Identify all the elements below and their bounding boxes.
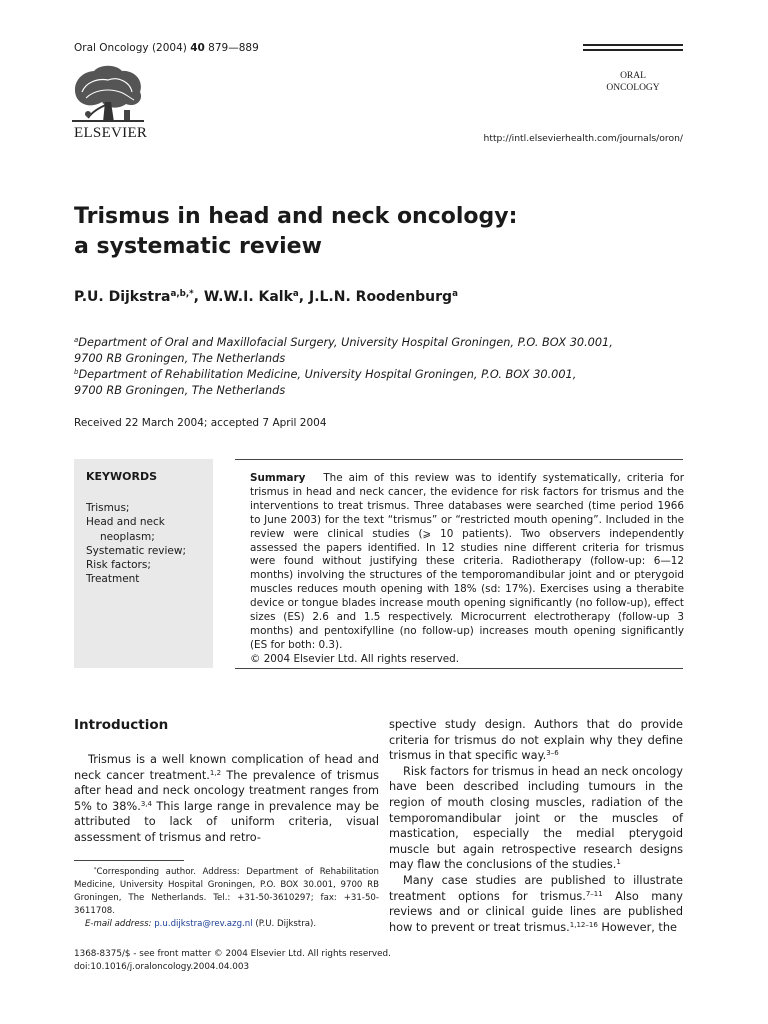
title-line-1: Trismus in head and neck oncology: [74,204,518,229]
masthead-line-1: ORAL [620,71,646,81]
citation-ref: 1,2 [209,768,222,777]
citation-ref: 3–6 [546,749,559,758]
paragraph-text: However, the [597,920,677,934]
article-title [74,202,517,262]
journal-name: Oral Oncology (2004) [74,42,191,54]
keywords-list [86,501,186,587]
keyword-item: Risk factors; [86,559,151,572]
summary-top-rule [235,459,683,460]
email-link[interactable]: p.u.dijkstra@rev.azg.nl [154,919,253,929]
abstract-summary [250,472,684,667]
author-superscript: a,b,* [170,289,194,300]
keywords-box [74,459,213,668]
masthead-rules [583,44,683,54]
journal-masthead [583,70,683,94]
affiliation-line: 9700 RB Groningen, The Netherlands [74,384,286,397]
publisher-name: ELSEVIER [74,125,148,141]
author-name: J.L.N. Roodenburg [308,289,453,305]
summary-copyright: © 2004 Elsevier Ltd. All rights reserved. [250,652,460,665]
paragraph-text: Many case studies are published to illustrate treatment options for trismus. [389,873,683,903]
footnote-mark: * [93,867,97,874]
body-paragraph [74,752,379,846]
issn-line: 1368-8375/$ - see front matter © 2004 Elsevier Ltd. All rights reserved. [74,949,391,959]
paragraph-text: spective study design. Authors that do provide criteria for trismus do not explain why they define trismus in that specific way. [389,718,683,763]
author-superscript: a [292,289,299,300]
author-list: P.U. Dijkstra$^{a,b,*}$, W.W.I. Kalk$^a$, J.L.N. Roodenburg$^a$ [74,289,458,305]
journal-pages: 879—889 [204,42,259,54]
body-column-right [389,717,683,935]
body-paragraph [389,764,683,873]
author-superscript: a [452,289,458,300]
keywords-heading: KEYWORDS [86,470,158,483]
affiliation-line: 9700 RB Groningen, The Netherlands [74,352,286,365]
author-name: W.W.I. Kalk [203,289,293,305]
paragraph-text: Risk factors for trismus in head an neck oncology have been described including tumours in the region of mouth closing muscles, radiation of the temporomandibular joint or the muscles of mastication, especially the medial pterygoid muscle but again retrospective research designs may flaw the conclusions of the studies. [389,764,683,872]
affiliation-b [74,367,613,383]
affiliation-mark: a [74,336,79,345]
affiliation-a [74,335,613,351]
citation-ref: 1,12–16 [569,920,598,929]
corresponding-author-footnote [74,866,379,931]
keyword-item: Trismus; [86,502,130,514]
affiliation-mark: b [74,368,79,377]
title-line-2: a systematic review [74,234,322,259]
issn-doi-block [74,948,391,974]
summary-label: Summary [250,472,306,484]
footnote-rule [74,860,184,861]
keyword-item: Head and neck [86,516,165,529]
journal-volume: 40 [190,42,205,54]
keyword-item: neoplasm; [100,530,155,543]
keyword-item: Treatment [86,573,140,586]
citation-ref: 7–11 [585,889,603,898]
footnote-text: Corresponding author. Address: Department of Rehabilitation Medicine, University Hospital Groningen, P.O. BOX 30.001, 9700 RB Groningen, The Netherlands. Tel.: +31-50-3610297; fax: +31-50-3611708. [74,867,379,916]
body-paragraph [389,717,683,764]
paragraph-text: Trismus is a well known complication of head and neck cancer treatment. [74,753,379,782]
email-label: E-mail address: [84,919,152,929]
body-column-left [74,752,379,846]
affiliation-line: Department of Rehabilitation Medicine, University Hospital Groningen, P.O. BOX 30.001, [78,368,577,381]
doi[interactable]: doi:10.1016/j.oraloncology.2004.04.003 [74,962,250,972]
citation-ref: 1 [616,858,621,867]
elsevier-tree-logo [68,62,148,124]
affiliations [74,335,613,399]
summary-bottom-rule [235,668,683,669]
masthead-line-2: ONCOLOGY [606,83,660,93]
paragraph-text: This large range in prevalence may be attributed to lack of uniform criteria, visual assessment of trismus and retro- [74,799,380,844]
paragraph-text: The prevalence of trismus after head and neck oncology treatment ranges from 5% to 38%. [74,768,379,813]
footnote-address [74,866,379,918]
summary-text: The aim of this review was to identify systematically, criteria for trismus in head and neck cancer, the evidence for risk factors for trismus and the interventions to treat trismus. Three databases were searched (time period 1966 to June 2003) for the text “trismus” or “restricted mouth opening”. Included in the review were clinical studies (⩾ 10 patients). Two observers independently assessed the papers identified. In 12 studies nine different criteria for trismus were found without justifying these criteria. Radiotherapy (follow-up: 6—12 months) involving the structures of the temporomandibular joint and or pterygoid muscles reduces mouth opening with 18% (sd: 17%). Exercises using a therabite device or tongue blades increase mouth opening significantly (no follow-up), effect sizes (ES) 2.6 and 1.5 respectively. Microcurrent electrotherapy (follow-up 3 months) and pentoxifylline (no follow-up) increases mouth opening significantly (ES for both: 0.3). [250,472,684,651]
affiliation-line: Department of Oral and Maxillofacial Surgery, University Hospital Groningen, P.O. BOX 30.001, [78,336,613,349]
citation-ref: 3,4 [140,799,152,808]
email-suffix: (P.U. Dijkstra). [252,919,317,929]
received-accepted-dates: Received 22 March 2004; accepted 7 April 2004 [74,417,327,429]
journal-citation [74,42,259,54]
keyword-item: Systematic review; [86,544,186,557]
paragraph-text: Also many reviews and or clinical guide lines are published how to prevent or treat trismus. [389,889,683,934]
journal-url-link[interactable]: http://intl.elsevierhealth.com/journals/oron/ [483,133,683,144]
section-heading-introduction: Introduction [74,717,169,733]
footnote-email-line [74,918,379,931]
body-paragraph [389,873,683,935]
author-name: P.U. Dijkstra [74,289,171,305]
